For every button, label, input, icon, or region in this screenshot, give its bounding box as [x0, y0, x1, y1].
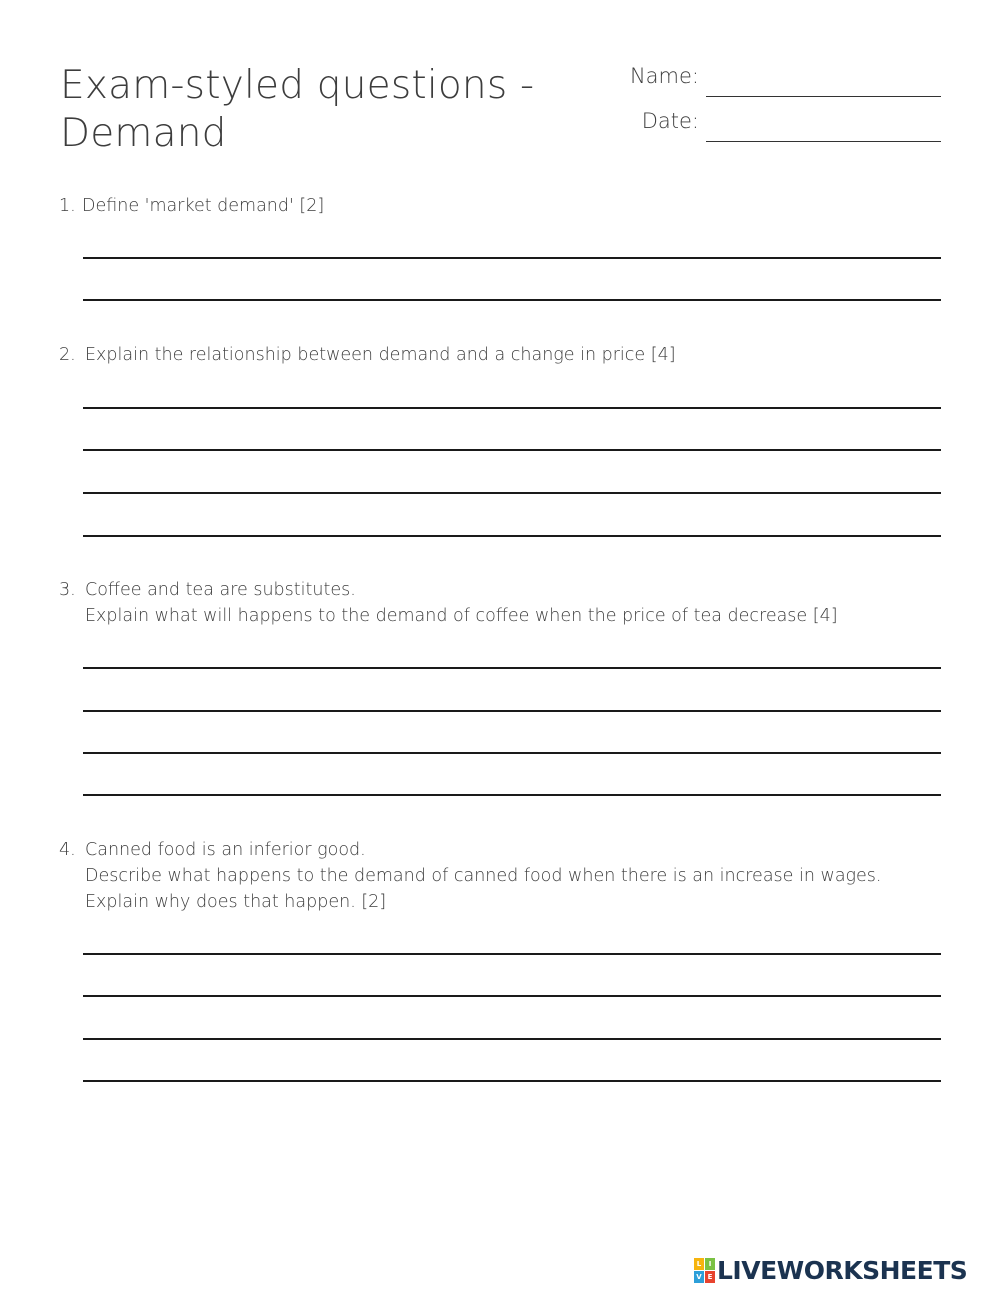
question-number: 1. — [59, 196, 76, 216]
logo-text: LIVEWORKSHEETS — [717, 1255, 968, 1285]
question-line: Coffee and tea are substitutes. — [85, 580, 356, 600]
answer-line[interactable] — [83, 995, 941, 997]
question-line: Explain the relationship between demand and a change in price [4] — [85, 345, 676, 365]
answer-line[interactable] — [83, 953, 941, 955]
question-text — [85, 342, 945, 368]
answer-line[interactable] — [83, 752, 941, 754]
answer-line[interactable] — [83, 710, 941, 712]
question-line: Explain why does that happen. [2] — [85, 892, 387, 912]
logo-mark-letter: E — [705, 1271, 715, 1283]
logo-mark-letter: V — [694, 1271, 704, 1283]
answer-line[interactable] — [83, 1038, 941, 1040]
question-line: Define 'market demand' [2] — [82, 196, 325, 216]
logo-mark-icon — [694, 1258, 715, 1283]
answer-line[interactable] — [83, 1080, 941, 1082]
question-number: 4. — [59, 840, 76, 860]
answer-line[interactable] — [83, 492, 941, 494]
question-line: Canned food is an inferior good. — [85, 840, 366, 860]
question-number: 2. — [59, 345, 76, 365]
answer-line[interactable] — [83, 407, 941, 409]
question-text — [85, 837, 945, 915]
answer-line[interactable] — [83, 257, 941, 259]
answer-line[interactable] — [83, 667, 941, 669]
answer-line[interactable] — [83, 794, 941, 796]
name-input-line[interactable] — [706, 96, 941, 97]
question-line: Describe what happens to the demand of canned food when there is an increase in wages. — [85, 866, 882, 886]
title-line-2: Demand — [60, 111, 227, 156]
liveworksheets-logo — [694, 1256, 967, 1284]
question-line: Explain what will happens to the demand of coffee when the price of tea decrease [4] — [85, 606, 838, 626]
date-label: Date: — [641, 109, 699, 133]
date-input-line[interactable] — [706, 141, 941, 142]
question-text — [85, 577, 945, 629]
logo-mark-letter: L — [694, 1258, 704, 1270]
title-line-1: Exam-styled questions - — [60, 63, 535, 108]
question-text — [82, 193, 942, 219]
name-label: Name: — [629, 64, 699, 88]
question-number: 3. — [59, 580, 76, 600]
page-title — [60, 62, 580, 158]
logo-mark-letter: I — [705, 1258, 715, 1270]
answer-line[interactable] — [83, 299, 941, 301]
answer-line[interactable] — [83, 449, 941, 451]
date-field — [621, 109, 941, 139]
name-field — [621, 64, 941, 94]
answer-line[interactable] — [83, 535, 941, 537]
